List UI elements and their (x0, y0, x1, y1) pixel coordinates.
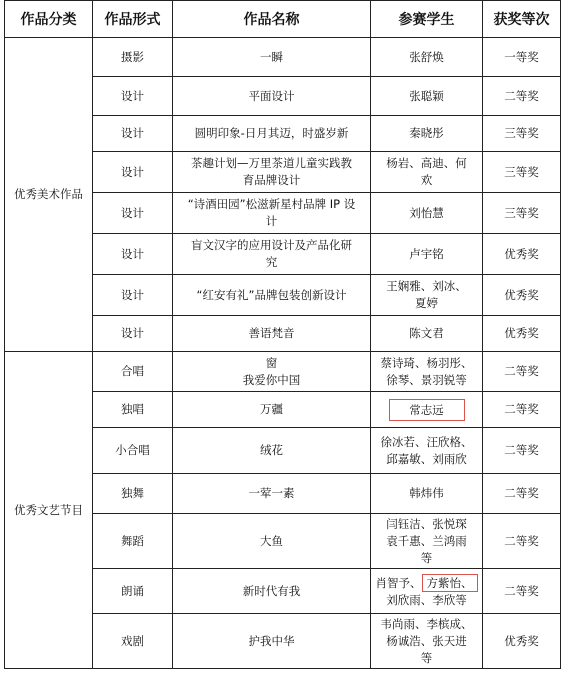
form-cell: 独唱 (93, 392, 173, 428)
form-cell: 设计 (93, 234, 173, 275)
title-cell: 平面设计 (173, 77, 371, 116)
award-cell: 二等奖 (483, 514, 561, 569)
students-cell: 张聪颖 (371, 77, 483, 116)
form-cell: 朗诵 (93, 569, 173, 614)
title-cell: 护我中华 (173, 614, 371, 669)
award-cell: 一等奖 (483, 38, 561, 77)
award-cell: 三等奖 (483, 193, 561, 234)
form-cell: 独舞 (93, 474, 173, 514)
title-cell: 一荤一素 (173, 474, 371, 514)
form-cell: 摄影 (93, 38, 173, 77)
student-names-part: 刘欣雨、李欣等 (386, 592, 467, 607)
students-cell: 闫钰洁、张悦琛 袁千惠、兰鸿雨 等 (371, 514, 483, 569)
title-cell: “诗酒田园”松滋新星村品牌 IP 设 计 (173, 193, 371, 234)
title-cell: 一瞬 (173, 38, 371, 77)
awards-table (4, 0, 561, 669)
award-cell: 二等奖 (483, 428, 561, 474)
form-cell: 合唱 (93, 352, 173, 392)
students-cell: 张舒焕 (371, 38, 483, 77)
students-cell: 刘怡慧 (371, 193, 483, 234)
students-cell: 卢宇铭 (371, 234, 483, 275)
header-form: 作品形式 (93, 1, 173, 38)
form-cell: 设计 (93, 152, 173, 193)
students-cell: 韩炜伟 (371, 474, 483, 514)
header-students: 参赛学生 (371, 1, 483, 38)
students-cell (371, 569, 483, 614)
table-row (5, 352, 561, 392)
form-cell: 设计 (93, 316, 173, 352)
highlighted-student: 方紫怡、 (422, 574, 478, 592)
category-cell: 优秀美术作品 (5, 38, 93, 352)
title-cell: 茶趣计划—万里茶道儿童实践教 育品牌设计 (173, 152, 371, 193)
form-cell: 设计 (93, 116, 173, 152)
award-cell: 二等奖 (483, 352, 561, 392)
highlighted-student: 常志远 (389, 399, 465, 421)
form-cell: 设计 (93, 77, 173, 116)
awards-table-container (4, 0, 560, 688)
title-cell: 盲文汉字的应用设计及产品化研 究 (173, 234, 371, 275)
students-cell: 韦尚雨、李槟成、 杨诚浩、张天进 等 (371, 614, 483, 669)
title-cell: 大鱼 (173, 514, 371, 569)
award-cell: 优秀奖 (483, 614, 561, 669)
form-cell: 设计 (93, 275, 173, 316)
award-cell: 二等奖 (483, 77, 561, 116)
title-cell: 绒花 (173, 428, 371, 474)
award-cell: 二等奖 (483, 474, 561, 514)
students-cell: 王娴雅、刘冰、 夏婷 (371, 275, 483, 316)
header-category: 作品分类 (5, 1, 93, 38)
form-cell: 戏剧 (93, 614, 173, 669)
title-cell: 新时代有我 (173, 569, 371, 614)
form-cell: 设计 (93, 193, 173, 234)
title-cell: 善语梵音 (173, 316, 371, 352)
students-cell (371, 392, 483, 428)
award-cell: 三等奖 (483, 152, 561, 193)
title-cell: 万疆 (173, 392, 371, 428)
table-header-row (5, 1, 561, 38)
header-award: 获奖等次 (483, 1, 561, 38)
title-cell: 圆明印象-日月其迈，时盛岁新 (173, 116, 371, 152)
students-cell: 秦晓彤 (371, 116, 483, 152)
award-cell: 二等奖 (483, 392, 561, 428)
header-title: 作品名称 (173, 1, 371, 38)
form-cell: 小合唱 (93, 428, 173, 474)
award-cell: 二等奖 (483, 569, 561, 614)
category-cell: 优秀文艺节目 (5, 352, 93, 669)
students-cell: 蔡诗琦、杨羽彤、 徐琴、景羽锐等 (371, 352, 483, 392)
title-cell: “红安有礼”品牌包装创新设计 (173, 275, 371, 316)
students-cell: 杨岩、高迪、何 欢 (371, 152, 483, 193)
award-cell: 优秀奖 (483, 234, 561, 275)
table-row (5, 38, 561, 77)
students-cell: 陈文君 (371, 316, 483, 352)
form-cell: 舞蹈 (93, 514, 173, 569)
student-names-part: 肖智予、 (375, 575, 422, 590)
students-cell: 徐冰若、汪欣格、 邱嘉敏、刘雨欣 (371, 428, 483, 474)
award-cell: 优秀奖 (483, 275, 561, 316)
title-cell: 窗 我爱你中国 (173, 352, 371, 392)
award-cell: 三等奖 (483, 116, 561, 152)
award-cell: 优秀奖 (483, 316, 561, 352)
